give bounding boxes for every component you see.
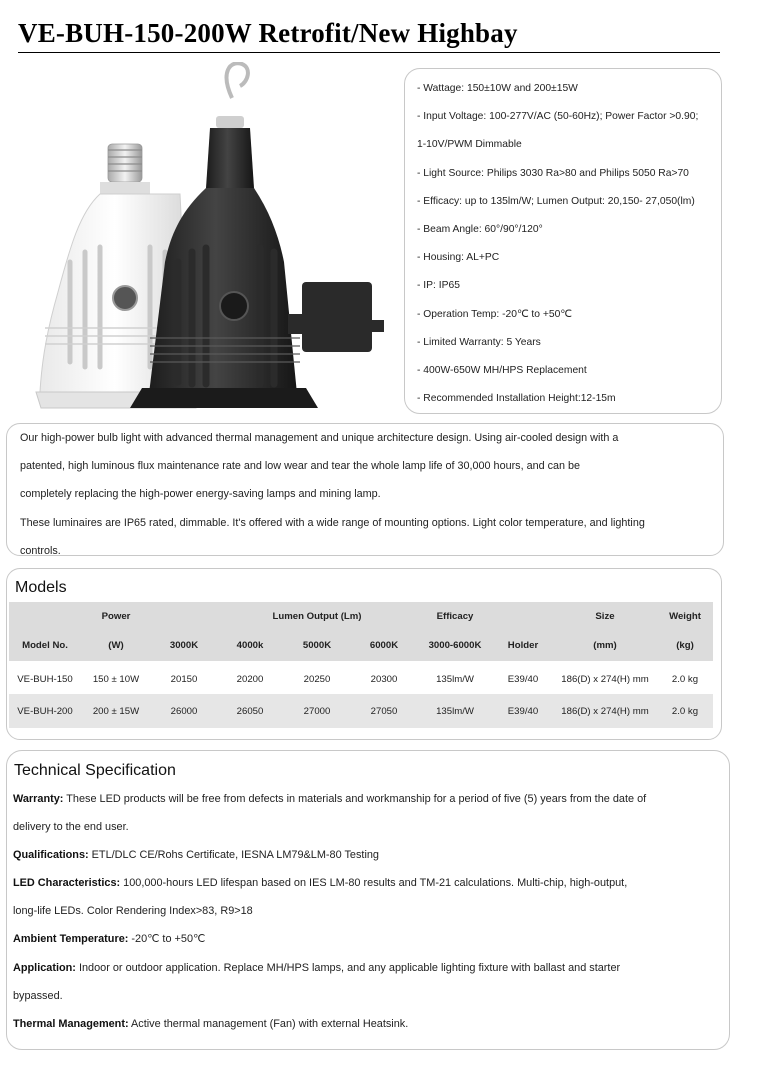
header-cell: Efficacy [417,602,493,630]
models-panel [6,568,722,740]
description-panel [6,423,724,556]
header-cell: 5000K [283,630,351,661]
application-text: Indoor or outdoor application. Replace MH/HPS lamps, and any applicable lighting fixture with ballast and starter [75,961,621,974]
table-cell: E39/40 [493,694,553,728]
spec-warranty: - Limited Warranty: 5 Years [417,336,541,348]
table-cell: 135lm/W [417,694,493,728]
table-cell: 20200 [217,664,283,694]
header-cell: 3000-6000K [417,630,493,661]
thermal-management-label: Thermal Management: [13,1017,129,1030]
header-cell: 6000K [351,630,417,661]
header-cell: 3000K [151,630,217,661]
header-cell [151,602,217,630]
ambient-temperature-text: -20℃ to +50℃ [128,933,206,946]
spec-light-source: - Light Source: Philips 3030 Ra>80 and Philips 5050 Ra>70 [417,167,689,179]
models-table [9,602,713,728]
description-line: These luminaires are IP65 rated, dimmable. It's offered with a wide range of mounting options. Light color temperature, and lighting [20,516,645,529]
product-image [30,62,392,414]
spec-efficacy: - Efficacy: up to 135lm/W; Lumen Output: 20,150- 27,050(lm) [417,195,695,207]
ambient-temperature-item [13,925,729,953]
table-cell: 2.0 kg [657,664,713,694]
spec-dimming: 1-10V/PWM Dimmable [417,139,522,151]
table-cell: 26000 [151,694,217,728]
description-line: patented, high luminous flux maintenance rate and low wear and tear the whole lamp life of 30,000 hours, and can be [20,460,580,473]
thermal-management-item [13,1010,729,1038]
table-cell: E39/40 [493,664,553,694]
header-cell: Holder [493,630,553,661]
header-cell: Model No. [9,630,81,661]
technical-spec-body [13,785,729,1038]
qualifications-item [13,841,729,869]
table-cell: 20150 [151,664,217,694]
table-cell: 27050 [351,694,417,728]
table-row [9,694,713,728]
table-cell: 2.0 kg [657,694,713,728]
header-cell: (W) [81,630,151,661]
table-cell: 186(D) x 274(H) mm [553,664,657,694]
spec-beam-angle: - Beam Angle: 60°/90°/120° [417,224,543,236]
table-cell: VE-BUH-200 [9,694,81,728]
table-cell: 27000 [283,694,351,728]
header-cell [493,602,553,630]
spec-input-voltage: - Input Voltage: 100-277V/AC (50-60Hz); Power Factor >0.90; [417,111,699,123]
header-cell: Lumen Output (Lm) [217,602,417,630]
spec-install-height: - Recommended Installation Height:12-15m [417,393,616,405]
page-title: VE-BUH-150-200W Retrofit/New Highbay [18,18,518,48]
description-line: Our high-power bulb light with advanced thermal management and unique architecture design. Using air-cooled design with a [20,432,619,444]
spec-ip: - IP: IP65 [417,280,460,292]
ambient-temperature-label: Ambient Temperature: [13,933,129,946]
table-header-row [9,630,713,661]
title-underline [18,52,720,53]
spec-operation-temp: - Operation Temp: -20℃ to +50℃ [417,308,572,320]
technical-spec-panel [6,750,730,1050]
warranty-item-cont: delivery to the end user. [13,821,129,834]
spec-wattage: - Wattage: 150±10W and 200±15W [417,83,578,94]
technical-spec-heading: Technical Specification [14,762,176,779]
header-cell: 4000k [217,630,283,661]
qualifications-label: Qualifications: [13,849,89,862]
table-cell: 20250 [283,664,351,694]
application-item [13,954,729,982]
header-cell: Power [81,602,151,630]
led-characteristics-label: LED Characteristics: [13,877,121,890]
application-label: Application: [13,961,76,974]
table-header-row [9,602,713,630]
table-cell: 150 ± 10W [81,664,151,694]
led-characteristics-item-cont: long-life LEDs. Color Rendering Index>83, R9>18 [13,905,253,918]
table-cell: 200 ± 15W [81,694,151,728]
led-characteristics-item [13,869,729,897]
header-cell: (mm) [553,630,657,661]
header-cell: (kg) [657,630,713,661]
key-specs-panel [404,68,722,414]
table-cell: 20300 [351,664,417,694]
qualifications-text: ETL/DLC CE/Rohs Certificate, IESNA LM79&LM-80 Testing [88,849,379,862]
description-line: controls. [20,544,61,557]
led-characteristics-text: 100,000-hours LED lifespan based on IES LM-80 results and TM-21 calculations. Multi-chip, high-output, [120,877,628,890]
warranty-label: Warranty: [13,793,64,805]
header-cell [9,602,81,630]
spec-housing: - Housing: AL+PC [417,252,500,264]
table-cell: VE-BUH-150 [9,664,81,694]
warranty-text: These LED products will be free from defects in materials and workmanship for a period of five (5) years from the date of [63,793,647,805]
application-item-cont: bypassed. [13,989,63,1002]
table-cell: 186(D) x 274(H) mm [553,694,657,728]
warranty-item [13,785,729,813]
header-cell: Size [553,602,657,630]
table-row [9,664,713,694]
thermal-management-text: Active thermal management (Fan) with external Heatsink. [128,1017,409,1030]
table-cell: 26050 [217,694,283,728]
table-cell: 135lm/W [417,664,493,694]
models-heading: Models [15,579,67,596]
spec-replacement: - 400W-650W MH/HPS Replacement [417,365,587,377]
header-cell: Weight [657,602,713,630]
description-line: completely replacing the high-power energy-saving lamps and mining lamp. [20,488,381,501]
